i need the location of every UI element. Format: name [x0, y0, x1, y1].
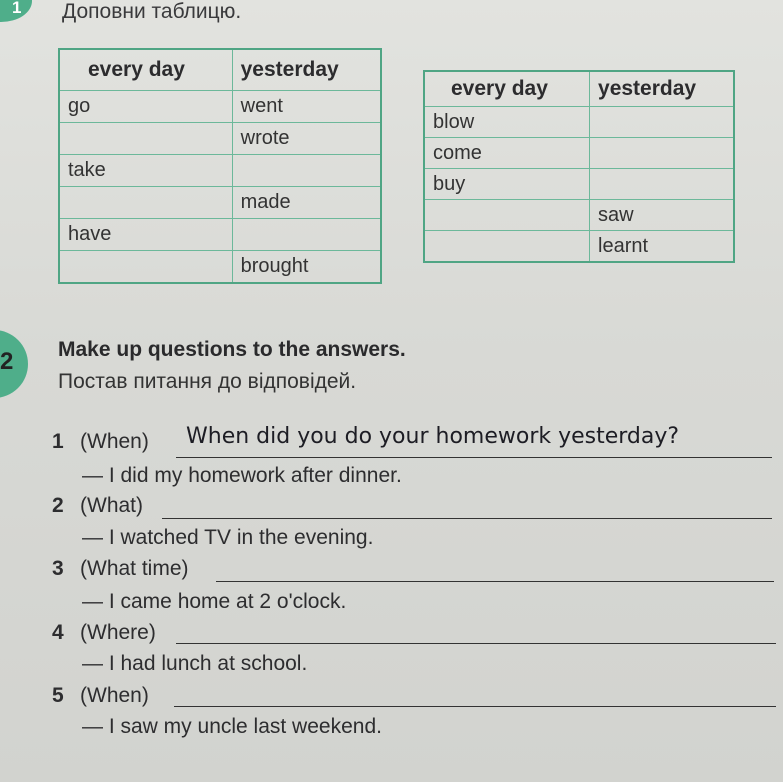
- item-number: 2: [52, 494, 64, 517]
- table-row: [424, 200, 734, 231]
- question-item-1: [52, 430, 149, 454]
- question-item-3: [52, 557, 189, 581]
- table-cell[interactable]: go: [59, 91, 232, 123]
- table-cell[interactable]: have: [59, 219, 232, 251]
- question-item-4: [52, 621, 156, 645]
- table-row: [424, 138, 734, 169]
- question-item-5: [52, 684, 149, 708]
- given-answer: — I did my homework after dinner.: [82, 464, 402, 487]
- exercise-2-instruction-ua: Постав питання до відповідей.: [58, 370, 357, 393]
- answer-line[interactable]: [162, 518, 772, 519]
- given-answer: — I watched TV in the evening.: [82, 526, 374, 549]
- table-cell[interactable]: brought: [232, 251, 381, 284]
- table-cell[interactable]: made: [232, 187, 381, 219]
- table-cell[interactable]: went: [232, 91, 381, 123]
- exercise-2-number: 2: [0, 348, 14, 375]
- header-yesterday: yesterday: [590, 71, 734, 107]
- table-row: [59, 187, 381, 219]
- table-cell[interactable]: [59, 187, 232, 219]
- table-cell[interactable]: [424, 231, 590, 263]
- table-header-row: [424, 71, 734, 107]
- item-number: 5: [52, 684, 64, 707]
- question-cue: (What time): [80, 557, 189, 580]
- item-number: 4: [52, 621, 64, 644]
- table-cell[interactable]: wrote: [232, 123, 381, 155]
- table-cell[interactable]: learnt: [590, 231, 734, 263]
- table-row: [59, 91, 381, 123]
- table-cell[interactable]: [232, 219, 381, 251]
- handwritten-question: When did you do your homework yesterday?: [186, 424, 680, 449]
- table-row: [424, 107, 734, 138]
- question-cue: (What): [80, 494, 143, 517]
- table-header-row: [59, 49, 381, 91]
- table-cell[interactable]: [590, 138, 734, 169]
- verb-table-2: [423, 70, 735, 263]
- question-cue: (When): [80, 684, 149, 707]
- question-cue: (Where): [80, 621, 156, 644]
- item-number: 3: [52, 557, 64, 580]
- table-cell[interactable]: blow: [424, 107, 590, 138]
- verb-table-1: [58, 48, 382, 284]
- table-cell[interactable]: [232, 155, 381, 187]
- table-cell[interactable]: take: [59, 155, 232, 187]
- table-row: [59, 219, 381, 251]
- header-every-day: every day: [59, 49, 232, 91]
- exercise-1-instruction: Доповни таблицю.: [62, 0, 242, 23]
- table-cell[interactable]: come: [424, 138, 590, 169]
- answer-line[interactable]: [174, 706, 776, 707]
- given-answer: — I had lunch at school.: [82, 652, 308, 675]
- answer-line[interactable]: [216, 581, 774, 582]
- table-cell[interactable]: buy: [424, 169, 590, 200]
- given-answer: — I saw my uncle last weekend.: [82, 715, 382, 738]
- table-row: [424, 231, 734, 263]
- table-row: [59, 155, 381, 187]
- table-row: [59, 123, 381, 155]
- given-answer: — I came home at 2 o'clock.: [82, 590, 347, 613]
- question-cue: (When): [80, 430, 149, 453]
- item-number: 1: [52, 430, 64, 453]
- table-cell[interactable]: [590, 107, 734, 138]
- table-cell[interactable]: saw: [590, 200, 734, 231]
- table-row: [59, 251, 381, 284]
- table-row: [424, 169, 734, 200]
- header-every-day: every day: [424, 71, 590, 107]
- header-yesterday: yesterday: [232, 49, 381, 91]
- table-cell[interactable]: [590, 169, 734, 200]
- question-item-2: [52, 494, 143, 518]
- exercise-2-instruction-en: Make up questions to the answers.: [58, 338, 406, 361]
- exercise-1-number: 1: [12, 0, 22, 17]
- table-cell[interactable]: [59, 251, 232, 284]
- answer-line[interactable]: [176, 643, 776, 644]
- table-cell[interactable]: [424, 200, 590, 231]
- table-cell[interactable]: [59, 123, 232, 155]
- answer-line[interactable]: [176, 457, 772, 458]
